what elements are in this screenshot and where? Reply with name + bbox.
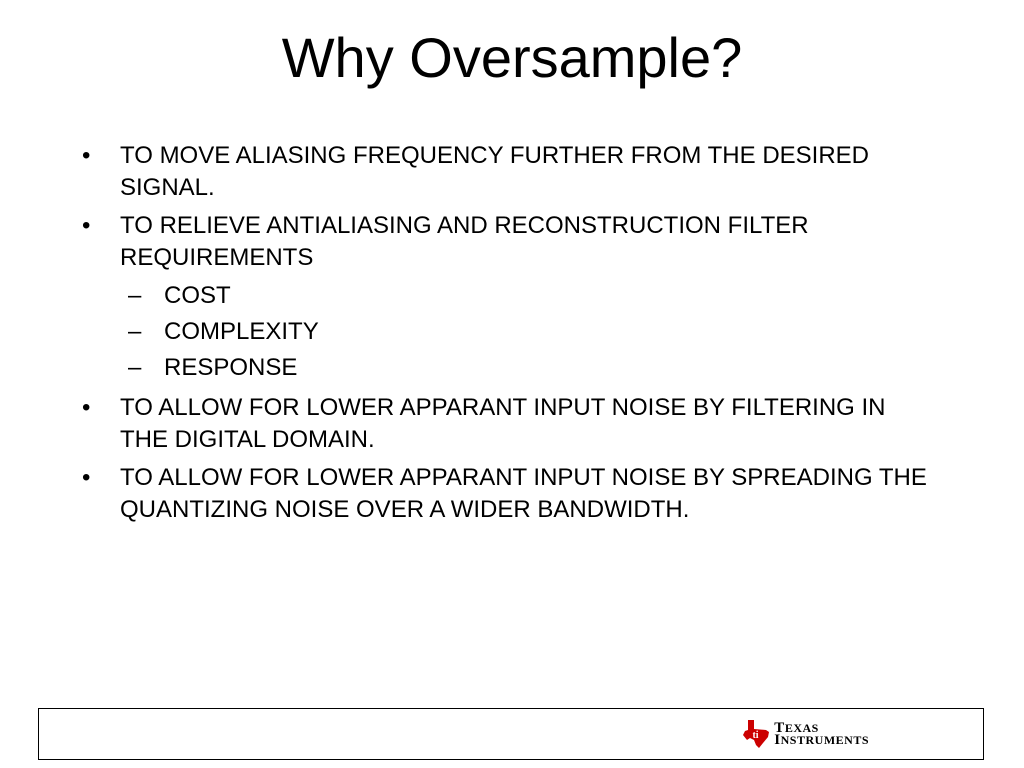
sub-bullet-item [78, 352, 938, 384]
bullet-text: TO MOVE ALIASING FREQUENCY FURTHER FROM THE DESIRED SIGNAL. [120, 142, 870, 201]
bullet-text: TO RELIEVE ANTIALIASING AND RECONSTRUCTION FILTER REQUIREMENTS [120, 212, 809, 271]
sub-bullet-item [78, 280, 938, 312]
bullet-marker: • [82, 394, 91, 421]
sub-bullet-text: RESPONSE [164, 354, 298, 381]
footer-bar [38, 708, 984, 760]
bullet-item [78, 392, 938, 456]
bullet-item [78, 210, 938, 274]
bullet-item [78, 462, 938, 526]
ti-wordmark-line1: TEXAS [774, 720, 819, 736]
sub-bullet-list [78, 280, 938, 384]
sub-bullet-marker: – [128, 282, 142, 309]
bullet-item [78, 140, 938, 204]
bullet-marker: • [82, 212, 91, 239]
bullet-text: TO ALLOW FOR LOWER APPARANT INPUT NOISE BY FILTERING IN THE DIGITAL DOMAIN. [120, 394, 886, 453]
sub-bullet-item [78, 316, 938, 348]
bullet-list [78, 140, 938, 532]
bullet-text: TO ALLOW FOR LOWER APPARANT INPUT NOISE BY SPREADING THE QUANTIZING NOISE OVER A WIDER BANDWIDTH. [120, 464, 927, 523]
slide-title: Why Oversample? [281, 26, 743, 89]
sub-bullet-marker: – [128, 318, 142, 345]
ti-wordmark-line2: INSTRUMENTS [774, 732, 869, 748]
sub-bullet-text: COMPLEXITY [164, 318, 319, 345]
bullet-marker: • [82, 464, 91, 491]
bullet-marker: • [82, 142, 91, 169]
sub-bullet-marker: – [128, 354, 142, 381]
svg-text:ti: ti [752, 730, 759, 741]
texas-state-icon [742, 719, 770, 749]
sub-bullet-text: COST [164, 282, 231, 309]
ti-wordmark [774, 722, 869, 746]
ti-logo [742, 719, 869, 749]
